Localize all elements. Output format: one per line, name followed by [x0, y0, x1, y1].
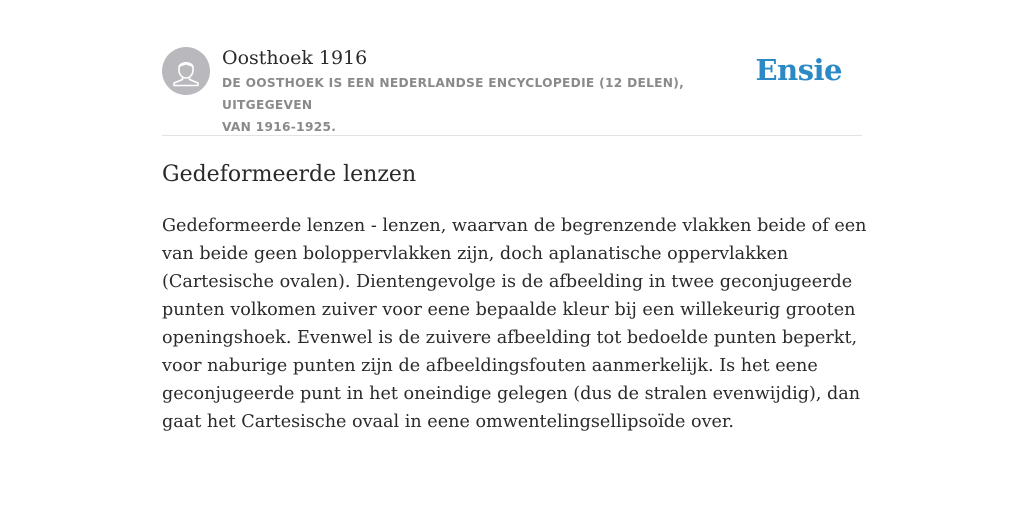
source-header — [162, 46, 862, 136]
entry-title: Gedeformeerde lenzen — [162, 162, 417, 187]
entry-body-line: voor naburige punten zijn de afbeeldingsfouten aanmerkelijk. Is het eene — [162, 356, 818, 376]
entry-body-line: punten volkomen zuiver voor eene bepaalde kleur bij een willekeurig grooten — [162, 300, 856, 320]
entry-body — [162, 212, 867, 436]
entry-body-line: (Cartesische ovalen). Dientengevolge is de afbeelding in twee geconjugeerde — [162, 272, 853, 292]
entry-body-line: van beide geen boloppervlakken zijn, doch aplanatische oppervlakken — [162, 244, 789, 264]
source-description-line: VAN 1916-1925. — [222, 120, 337, 134]
entry-body-line: gaat het Cartesische ovaal in eene omwentelingsellipsoïde over. — [162, 412, 734, 432]
header-divider — [162, 135, 862, 136]
entry-body-line: Gedeformeerde lenzen - lenzen, waarvan de begrenzende vlakken beide of een — [162, 216, 867, 236]
user-silhouette-icon — [162, 47, 210, 95]
source-description-line: DE OOSTHOEK IS EEN NEDERLANDSE ENCYCLOPEDIE (12 DELEN), UITGEGEVEN — [222, 76, 685, 112]
avatar — [162, 47, 210, 95]
source-title[interactable]: Oosthoek 1916 — [222, 47, 368, 69]
ensie-logo[interactable]: Ensie — [755, 53, 842, 87]
entry-body-line: openingshoek. Evenwel is de zuivere afbeelding tot bedoelde punten beperkt, — [162, 328, 858, 348]
source-description — [222, 72, 762, 138]
entry-body-line: geconjugeerde punt in het oneindige gelegen (dus de stralen evenwijdig), dan — [162, 384, 861, 404]
